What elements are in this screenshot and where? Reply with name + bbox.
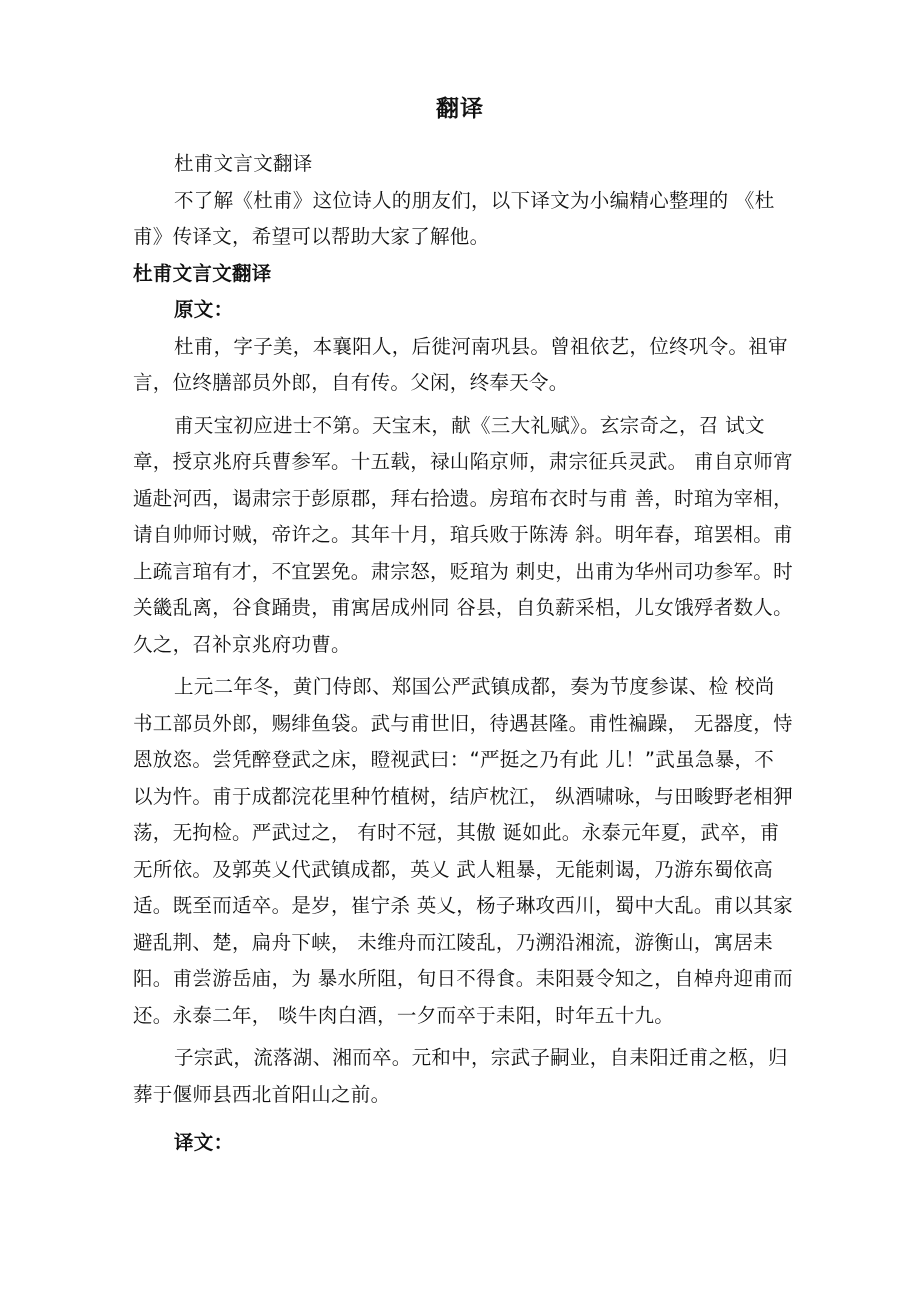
intro-paragraph: 不了解《杜甫》这位诗人的朋友们，以下译文为小编精心整理的 《杜甫》传译文，希望可以帮助大家了解他。	[133, 188, 775, 248]
original-paragraph-1: 杜甫，字子美，本襄阳人，后徙河南巩县。曾祖依艺，位终巩令。祖审言，位终膳部员外郎，自有传。父闲，终奉天令。	[133, 334, 788, 394]
original-paragraph-2: 甫天宝初应进士不第。天宝末，献《三大礼赋》。玄宗奇之，召 试文章，授京兆府兵曹参军。十五载，禄山陷京师，肃宗征兵灵武。 甫自京师宵遁赴河西，谒肃宗于彭原郡，拜右拾遗。房琯布衣时与甫 善，时琯为宰相，请自帅师讨贼，帝许之。其年十月，琯兵败于陈涛 斜。明年春，琯罢相。甫上疏言琯有才，不宜罢免。肃宗怒，贬琯为 刺史，出甫为华州司功参军。时关畿乱离，谷食踊贵，甫寓居成州同 谷县，自负薪采梠，儿女饿殍者数人。久之，召补京兆府功曹。	[133, 413, 793, 656]
document-title: 翻译	[436, 96, 484, 122]
original-label: 原文：	[174, 298, 234, 321]
original-paragraph-3: 上元二年冬，黄门侍郎、郑国公严武镇成都，奏为节度参谋、检 校尚书工部员外郎，赐绯鱼袋。武与甫世旧，待遇甚隆。甫性褊躁， 无器度，恃恩放恣。尝凭醉登武之床，瞪视武曰：“严挺之乃有此 儿！”武虽急暴，不以为忤。甫于成都浣花里种竹植树，结庐枕江， 纵酒啸咏，与田畯野老相狎荡，无拘检。严武过之， 有时不冠，其傲 诞如此。永泰元年夏，武卒，甫无所依。及郭英乂代武镇成都，英乂 武人粗暴，无能刺谒，乃游东蜀依高适。既至而适卒。是岁，崔宁杀 英乂，杨子琳攻西川，蜀中大乱。甫以其家避乱荆、楚，扁舟下峡， 未维舟而江陵乱，乃溯沿湘流，游衡山，寓居耒阳。甫尝游岳庙，为 暴水所阻，旬日不得食。耒阳聂令知之，自棹舟迎甫而还。永泰二年， 啖牛肉白酒，一夕而卒于耒阳，时年五十九。	[133, 675, 793, 1027]
section-heading: 杜甫文言文翻译	[133, 261, 272, 285]
intro-title: 杜甫文言文翻译	[174, 152, 313, 175]
translation-label: 译文：	[174, 1131, 234, 1154]
original-paragraph-4: 子宗武，流落湖、湘而卒。元和中，宗武子嗣业，自耒阳迁甫之柩，归葬于偃师县西北首阳山之前。	[133, 1046, 788, 1106]
document-body	[133, 146, 793, 1162]
